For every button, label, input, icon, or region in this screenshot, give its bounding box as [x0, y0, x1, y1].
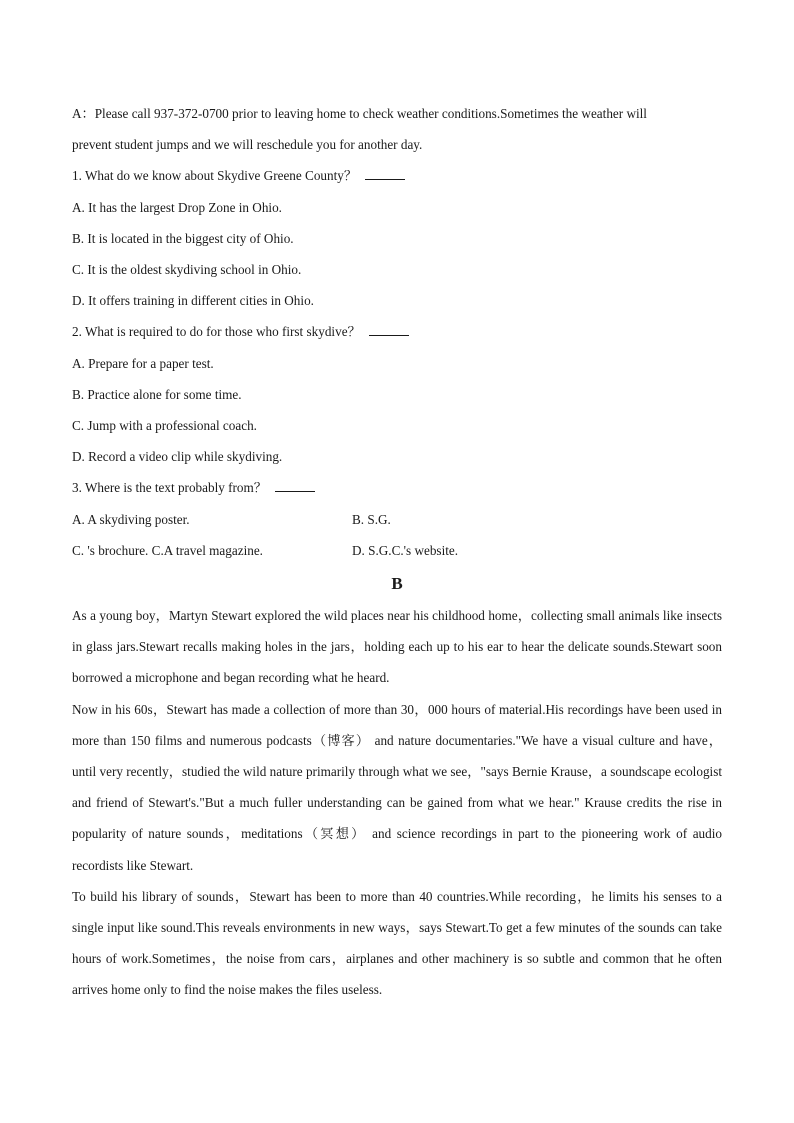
question-2-stem: 2. What is required to do for those who first skydive？ [72, 324, 361, 340]
q1-option-d: D. It offers training in different cities in Ohio. [72, 293, 314, 309]
q3-options-row-1 [72, 504, 722, 535]
q1-option-a: A. It has the largest Drop Zone in Ohio. [72, 199, 282, 215]
q2-option-c: C. Jump with a professional coach. [72, 418, 257, 434]
q3-options-row-2 [72, 535, 722, 566]
answer-blank-1 [365, 167, 405, 180]
document-page [72, 98, 722, 1006]
q2-option-a: A. Prepare for a paper test. [72, 355, 214, 371]
answer-blank-3 [275, 479, 315, 492]
question-1 [72, 160, 722, 316]
answer-blank-2 [369, 323, 409, 336]
q1-option-b: B. It is located in the biggest city of Ohio. [72, 230, 294, 246]
intro-line-1: A：Please call 937-372-0700 prior to leaving home to check weather conditions.Sometimes the weather will [72, 106, 647, 121]
q3-option-a: A. A skydiving poster. [72, 511, 190, 527]
passage-paragraph-1: As a young boy，Martyn Stewart explored the wild places near his childhood home，collecting small animals like insects in glass jars.Stewart recalls making holes in the jars，holding each up to his ear to hear the delicate sounds.Stewart soon borrowed a microphone and began recording what he heard. [72, 608, 722, 686]
q3-option-d: D. S.G.C.'s website. [352, 542, 459, 558]
question-2 [72, 316, 722, 472]
q2-option-b: B. Practice alone for some time. [72, 386, 242, 402]
passage-paragraph-3: To build his library of sounds，Stewart has been to more than 40 countries.While recording，he limits his senses to a single input like sound.This reveals environments in new ways，says Stewart.To get a few minutes of the sounds can take hours of work.Sometimes，the noise from cars，airplanes and other machinery is so subtle and common that he often arrives home only to find the noise makes the files useless. [72, 888, 722, 998]
q2-option-d: D. Record a video clip while skydiving. [72, 449, 283, 465]
section-b-title: B [391, 574, 403, 594]
q3-option-b: B. S.G. [352, 511, 391, 527]
question-1-stem: 1. What do we know about Skydive Greene County？ [72, 168, 358, 184]
q1-option-c: C. It is the oldest skydiving school in Ohio. [72, 262, 302, 278]
intro-line-2: prevent student jumps and we will reschedule you for another day. [72, 137, 423, 153]
question-3 [72, 472, 722, 566]
passage-paragraph-2: Now in his 60s，Stewart has made a collection of more than 30，000 hours of material.His recordings have been used in more than 150 films and numerous podcasts（博客） and nature documentaries."We have a visual culture and have，until very recently，studied the wild nature primarily through what we see，"says Bernie Krause，a soundscape ecologist and friend of Stewart's."But a much fuller understanding can be gained from what we hear." Krause credits the rise in popularity of nature sounds，meditations（冥想） and science recordings in part to the pioneering work of audio recordists like Stewart. [72, 701, 722, 873]
q3-option-c: C. 's brochure. C.A travel magazine. [72, 542, 263, 558]
question-3-stem: 3. Where is the text probably from？ [72, 480, 267, 496]
